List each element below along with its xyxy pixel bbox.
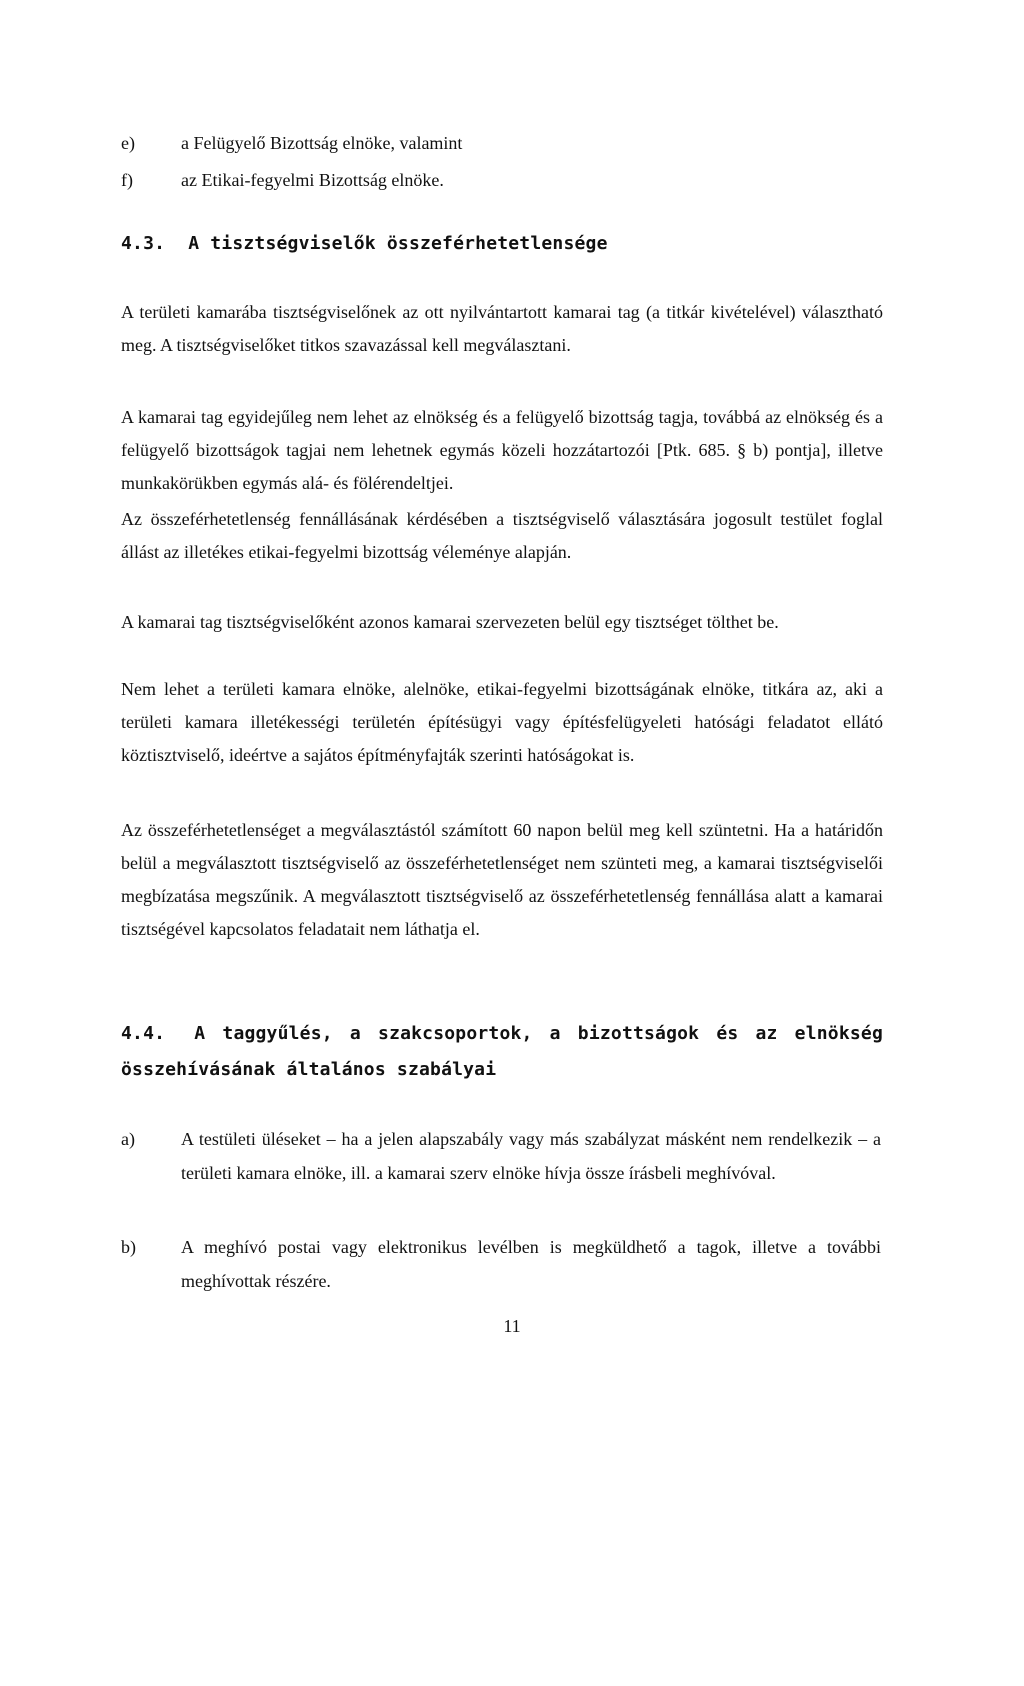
paragraph: Az összeférhetetlenséget a megválasztástól számított 60 napon belül meg kell szüntetni. Ha a határidőn belül a megválasztott tisztségviselő az összeférhetetlenséget nem szünteti meg, a kamarai tisztségviselői megbízatása megszűnik. A megválasztott tisztségviselő az összeférhetetlenség fennállása alatt a kamarai tisztségével kapcsolatos feladatait nem láthatja el. bbox=[121, 820, 883, 939]
section-number: 4.3. bbox=[121, 233, 166, 254]
list-item-text: A meghívó postai vagy elektronikus levélben is megküldhető a tagok, illetve a további meghívottak részére. bbox=[181, 1237, 881, 1291]
paragraph: Nem lehet a területi kamara elnöke, alelnöke, etikai-fegyelmi bizottságának elnöke, titkára az, aki a területi kamara illetékességi területén építésügyi vagy építésfelügyeleti hatósági feladatot ellátó köztisztviselő, ideértve a sajátos építményfajták szerinti hatóságokat is. bbox=[121, 679, 883, 765]
page-number: 11 bbox=[503, 1316, 521, 1336]
paragraph: A kamarai tag tisztségviselőként azonos kamarai szervezeten belül egy tisztséget tölthet be. bbox=[121, 612, 779, 632]
section-heading-4-3 bbox=[121, 226, 883, 262]
list-item-text: az Etikai-fegyelmi Bizottság elnöke. bbox=[181, 170, 444, 190]
section-title: A taggyűlés, a szakcsoportok, a bizottságok és az elnökség összehívásának általános szabályai bbox=[121, 1023, 883, 1080]
list-marker: f) bbox=[121, 170, 133, 190]
section-title: A tisztségviselők összeférhetetlensége bbox=[188, 233, 608, 254]
paragraph: A területi kamarába tisztségviselőnek az ott nyilvántartott kamarai tag (a titkár kivételével) választható meg. A tisztségviselőket titkos szavazással kell megválasztani. bbox=[121, 302, 883, 355]
section-heading-4-4 bbox=[121, 1016, 883, 1088]
list-item-text: A testületi üléseket – ha a jelen alapszabály vagy más szabályzat másként nem rendelkezik – a területi kamara elnöke, ill. a kamarai szerv elnöke hívja össze írásbeli meghívóval. bbox=[181, 1129, 881, 1183]
section-number: 4.4. bbox=[121, 1023, 166, 1044]
list-item-b bbox=[121, 1230, 881, 1298]
list-marker: a) bbox=[121, 1129, 135, 1149]
paragraph: Az összeférhetetlenség fennállásának kérdésében a tisztségviselő választására jogosult testület foglal állást az illetékes etikai-fegyelmi bizottság véleménye alapján. bbox=[121, 509, 883, 562]
list-item-e bbox=[121, 126, 881, 160]
paragraph: A kamarai tag egyidejűleg nem lehet az elnökség és a felügyelő bizottság tagja, továbbá az elnökség és a felügyelő bizottságok tagjai nem lehetnek egymás közeli hozzátartozói [Ptk. 685. § b) pontja], illetve munkakörükben egymás alá- és fölérendeltjei. bbox=[121, 407, 883, 493]
list-marker: e) bbox=[121, 133, 135, 153]
list-marker: b) bbox=[121, 1237, 136, 1257]
list-item-a bbox=[121, 1122, 881, 1190]
list-item-f bbox=[121, 163, 881, 197]
list-item-text: a Felügyelő Bizottság elnöke, valamint bbox=[181, 133, 463, 153]
